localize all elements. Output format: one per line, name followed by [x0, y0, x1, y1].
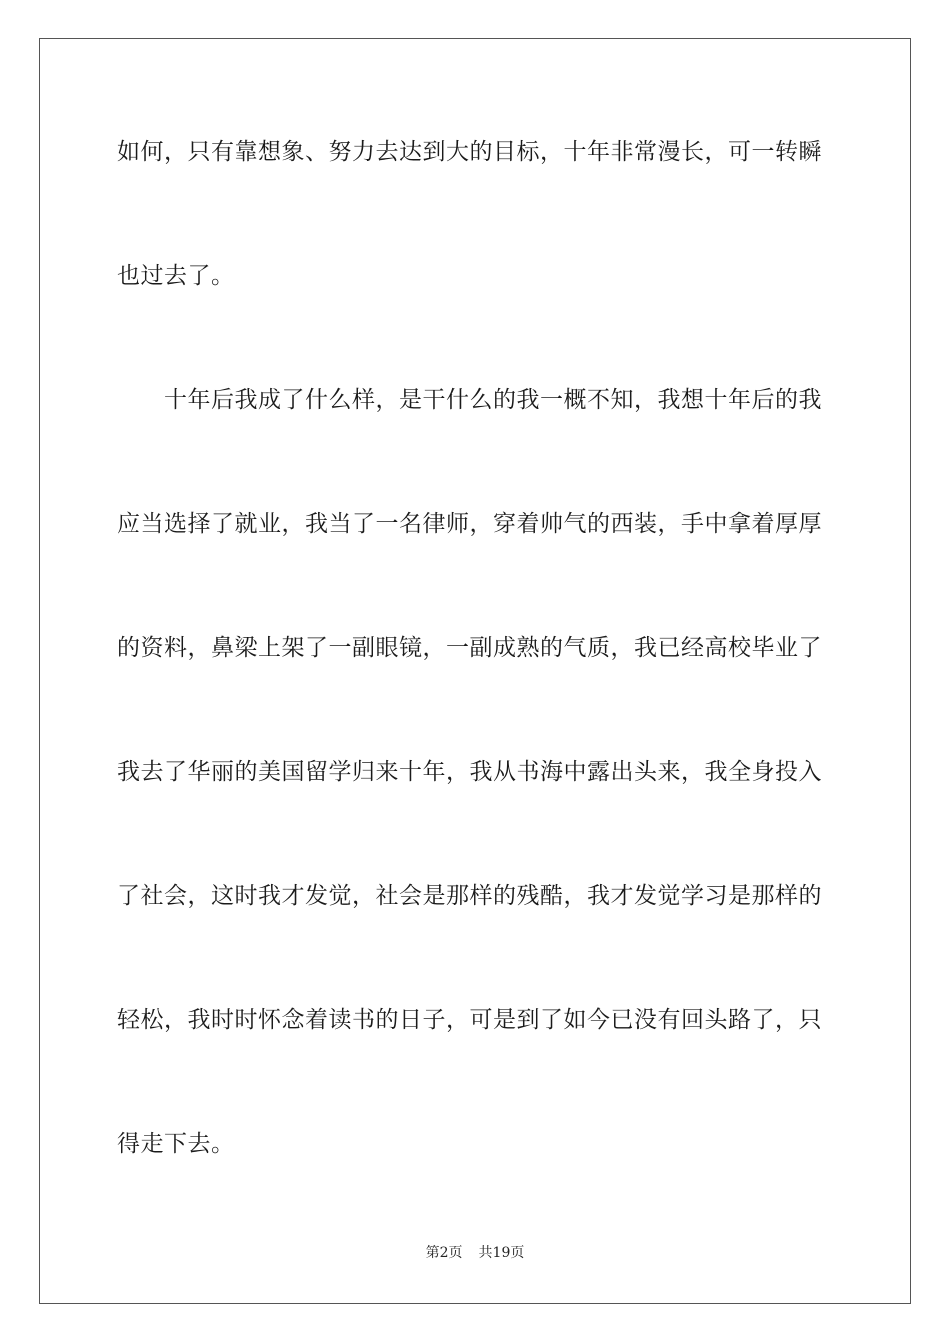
text-line: 了社会，这时我才发觉，社会是那样的残酷，我才发觉学习是那样的 [117, 883, 822, 909]
text-line: 轻松，我时时怀念着读书的日子，可是到了如今已没有回头路了，只 [117, 1007, 822, 1033]
page-border [39, 38, 911, 1304]
page-total: 共19页 [478, 1245, 525, 1261]
text-line: 得走下去。 [117, 1131, 235, 1157]
page-number: 第2页 [425, 1245, 463, 1261]
text-line: 也过去了。 [117, 263, 235, 289]
page-footer [0, 1245, 950, 1261]
text-line: 我去了华丽的美国留学归来十年，我从书海中露出头来，我全身投入 [117, 759, 822, 785]
text-line: 如何，只有靠想象、努力去达到大的目标，十年非常漫长，可一转瞬 [117, 139, 822, 165]
text-line: 十年后我成了什么样，是干什么的我一概不知，我想十年后的我 [117, 387, 822, 413]
text-line: 应当选择了就业，我当了一名律师，穿着帅气的西装，手中拿着厚厚 [117, 511, 822, 537]
text-line: 的资料，鼻梁上架了一副眼镜，一副成熟的气质，我已经高校毕业了 [117, 635, 822, 661]
